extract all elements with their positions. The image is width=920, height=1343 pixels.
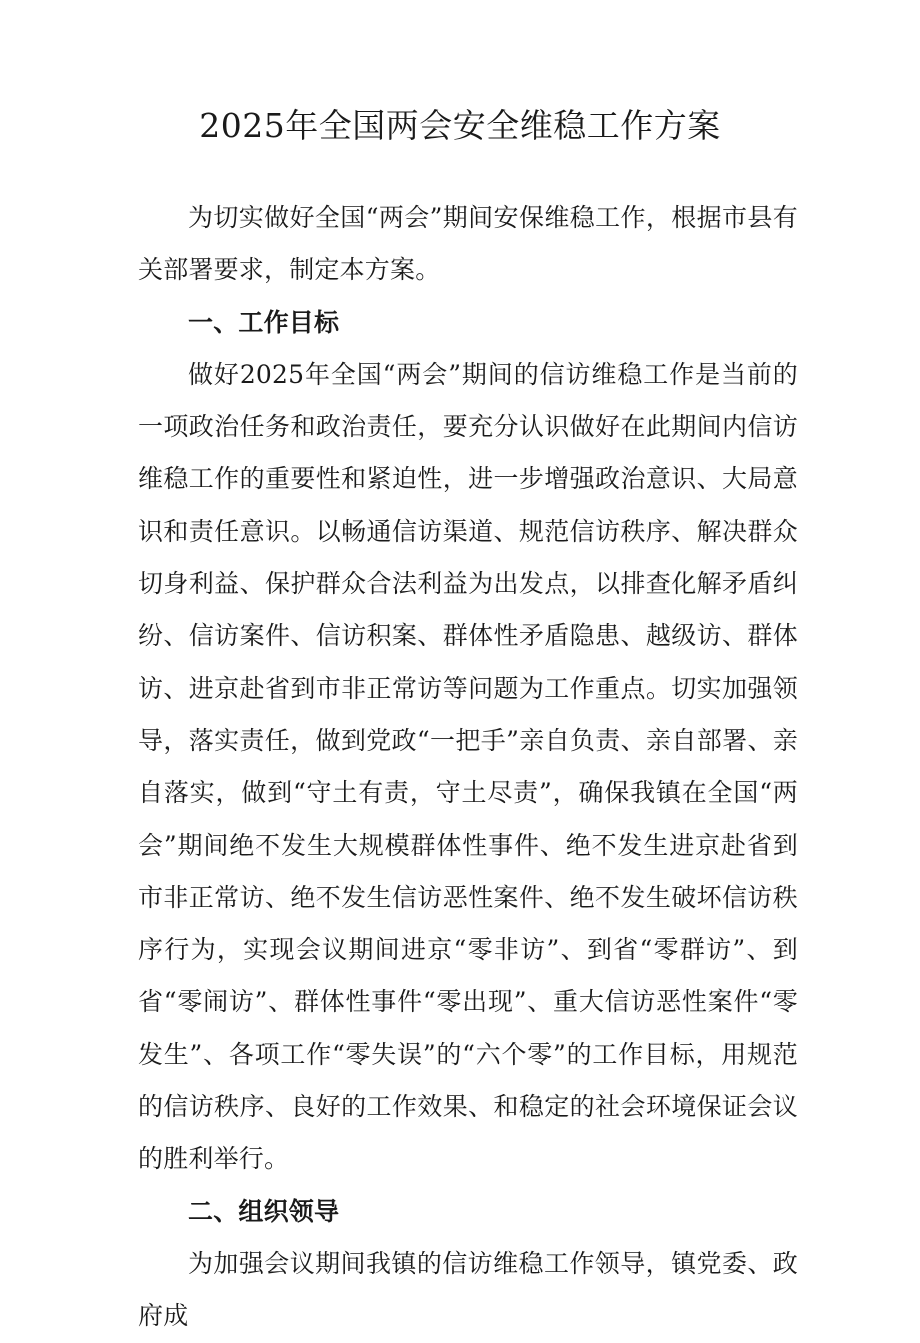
section-heading-goals: 一、工作目标 [188, 307, 340, 337]
intro-paragraph: 为切实做好全国“两会”期间安保维稳工作，根据市县有关部署要求，制定本方案。 [138, 203, 798, 285]
section-heading-organization: 二、组织领导 [188, 1196, 340, 1226]
section-paragraph-goals: 做好2025年全国“两会”期间的信访维稳工作是当前的一项政治任务和政治责任，要充分认识做好在此期间内信访维稳工作的重要性和紧迫性，进一步增强政治意识、大局意识和责任意识。以畅通信访渠道、规范信访秩序、解决群众切身利益、保护群众合法利益为出发点，以排查化解矛盾纠纷、信访案件、信访积案、群体性矛盾隐患、越级访、群体访、进京赴省到市非正常访等问题为工作重点。切实加强领导，落实责任，做到党政“一把手”亲自负责、亲自部署、亲自落实，做到“守土有责，守土尽责”，确保我镇在全国“两会”期间绝不发生大规模群体性事件、绝不发生进京赴省到市非正常访、绝不发生信访恶性案件、绝不发生破坏信访秩序行为，实现会议期间进京“零非访”、到省“零群访”、到省“零闹访”、群体性事件“零出现”、重大信访恶性案件“零发生”、各项工作“零失误”的“六个零”的工作目标，用规范的信访秩序、良好的工作效果、和稳定的社会环境保证会议的胜利举行。 [138, 359, 798, 1174]
section-paragraph-organization: 为加强会议期间我镇的信访维稳工作领导，镇党委、政府成 [138, 1248, 798, 1331]
document-body [138, 192, 798, 1343]
document-title: 2025年全国两会安全维稳工作方案 [199, 106, 721, 145]
